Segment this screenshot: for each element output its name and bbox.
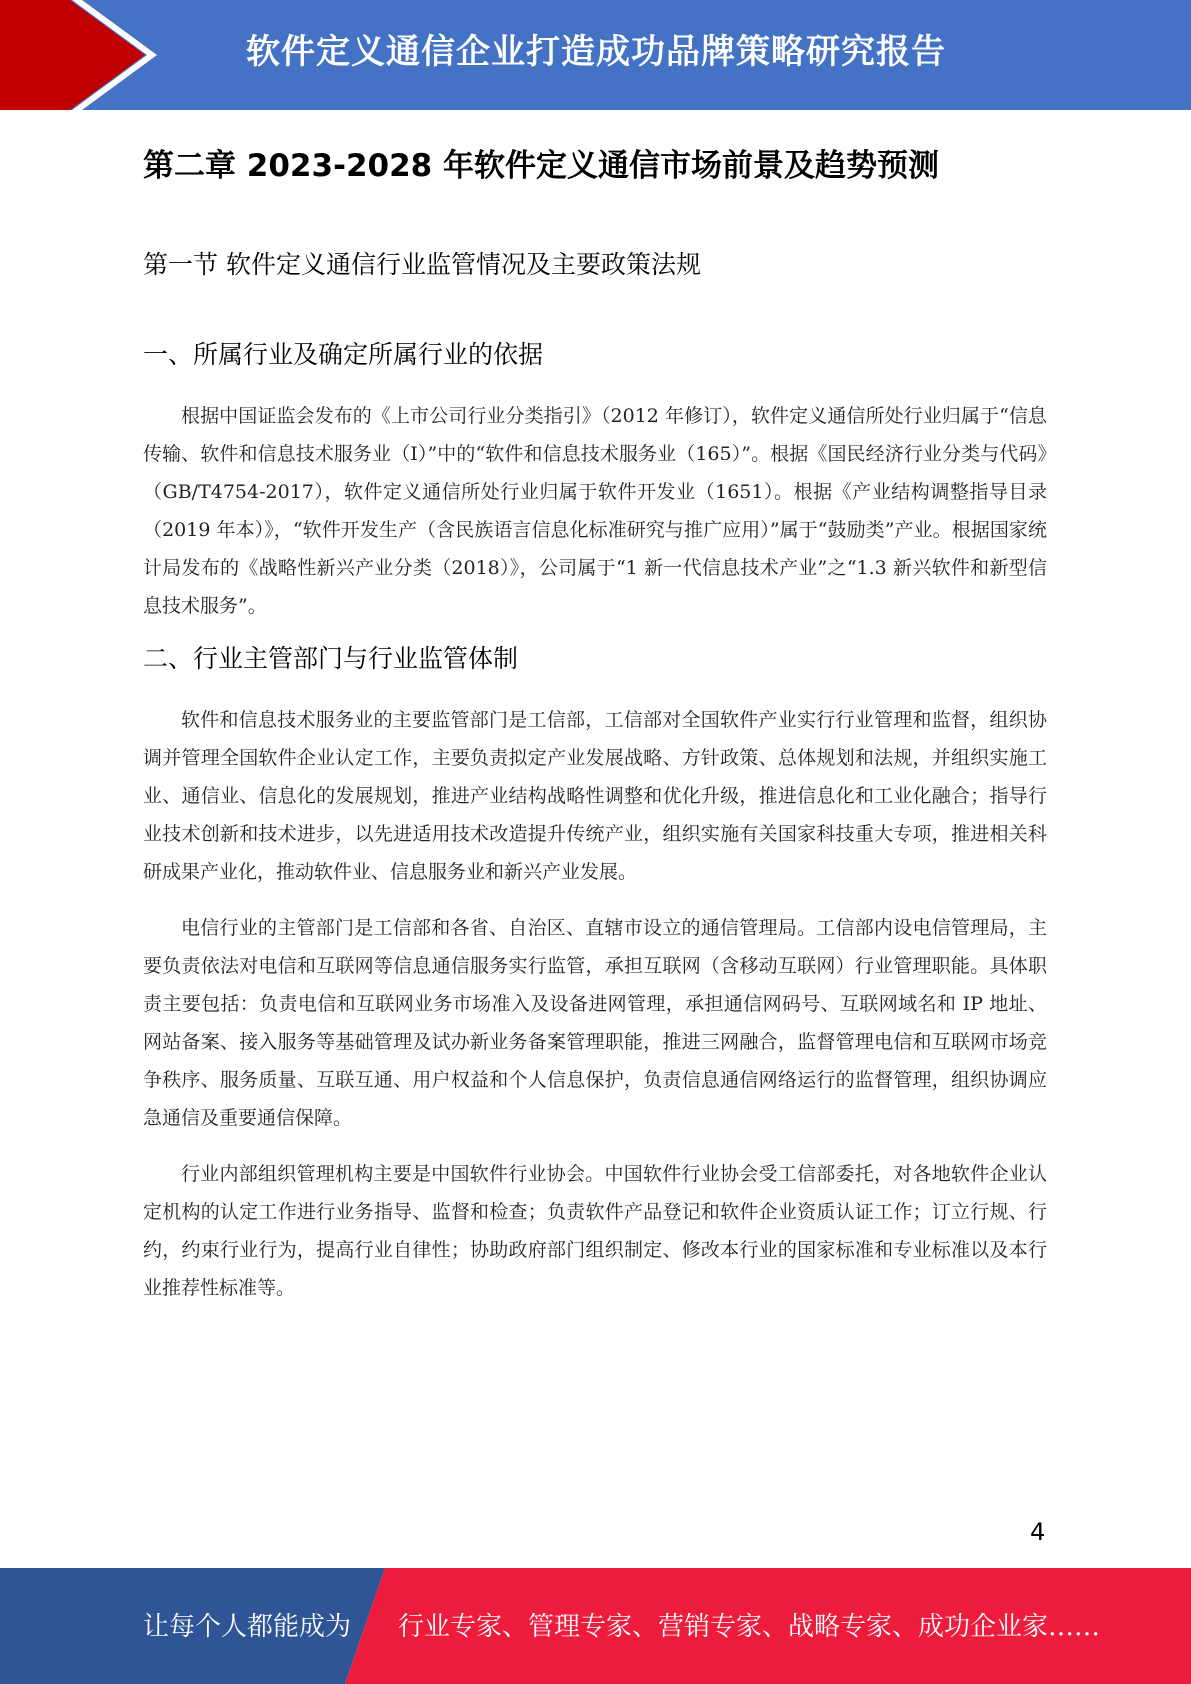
header-banner	[0, 0, 1191, 110]
paragraph-industry-association: 行业内部组织管理机构主要是中国软件行业协会。中国软件行业协会受工信部委托，对各地软件企业认定机构的认定工作进行业务指导、监督和检查；负责软件产品登记和软件企业资质认证工作；订立行规、行约，约束行业行为，提高行业自律性；协助政府部门组织制定、修改本行业的国家标准和专业标准以及本行业推荐性标准等。	[143, 1163, 1047, 1299]
paragraph-telecom-regulator: 电信行业的主管部门是工信部和各省、自治区、直辖市设立的通信管理局。工信部内设电信管理局，主要负责依法对电信和互联网等信息通信服务实行监管，承担互联网（含移动互联网）行业管理职能。具体职责主要包括：负责电信和互联网业务市场准入及设备进网管理，承担通信网码号、互联网域名和 IP 地址、网站备案、接入服务等基础管理及试办新业务备案管理职能，推进三网融合，监督管理电信和互联网市场竞争秩序、服务质量、互联互通、用户权益和个人信息保护，负责信息通信网络运行的监督管理，组织协调应急通信及重要通信保障。	[143, 917, 1047, 1129]
footer-slogan-left: 让每个人都能成为	[143, 1612, 352, 1642]
subsection-title-2: 二、行业主管部门与行业监管体制	[143, 644, 519, 673]
report-title: 软件定义通信企业打造成功品牌策略研究报告	[246, 32, 946, 72]
page-content	[143, 135, 1047, 1307]
chapter-title: 第二章 2023-2028 年软件定义通信市场前景及趋势预测	[143, 148, 940, 184]
footer-slogan-right: 行业专家、管理专家、营销专家、战略专家、成功企业家……	[398, 1612, 1101, 1642]
section-title: 第一节 软件定义通信行业监管情况及主要政策法规	[143, 250, 701, 279]
red-arrow-shape	[0, 0, 145, 110]
footer-banner	[0, 1568, 1191, 1684]
subsection-title-1: 一、所属行业及确定所属行业的依据	[143, 340, 544, 369]
page-number: 4	[1030, 1518, 1046, 1546]
paragraph-industry-classification: 根据中国证监会发布的《上市公司行业分类指引》（2012 年修订），软件定义通信所处行业归属于“信息传输、软件和信息技术服务业（I）”中的“软件和信息技术服务业（165）”。根据《国民经济行业分类与代码》（GB/T4754-2017），软件定义通信所处行业归属于软件开发业（1651）。根据《产业结构调整指导目录（2019 年本）》，“软件开发生产（含民族语言信息化标准研究与推广应用）”属于“鼓励类”产业。根据国家统计局发布的《战略性新兴产业分类（2018）》，公司属于“1 新一代信息技术产业”之“1.3 新兴软件和新型信息技术服务”。	[143, 405, 1047, 617]
paragraph-software-regulator: 软件和信息技术服务业的主要监管部门是工信部，工信部对全国软件产业实行行业管理和监督，组织协调并管理全国软件企业认定工作，主要负责拟定产业发展战略、方针政策、总体规划和法规，并组织实施工业、通信业、信息化的发展规划，推进产业结构战略性调整和优化升级，推进信息化和工业化融合；指导行业技术创新和技术进步，以先进适用技术改造提升传统产业，组织实施有关国家科技重大专项，推进相关科研成果产业化，推动软件业、信息服务业和新兴产业发展。	[143, 709, 1047, 883]
